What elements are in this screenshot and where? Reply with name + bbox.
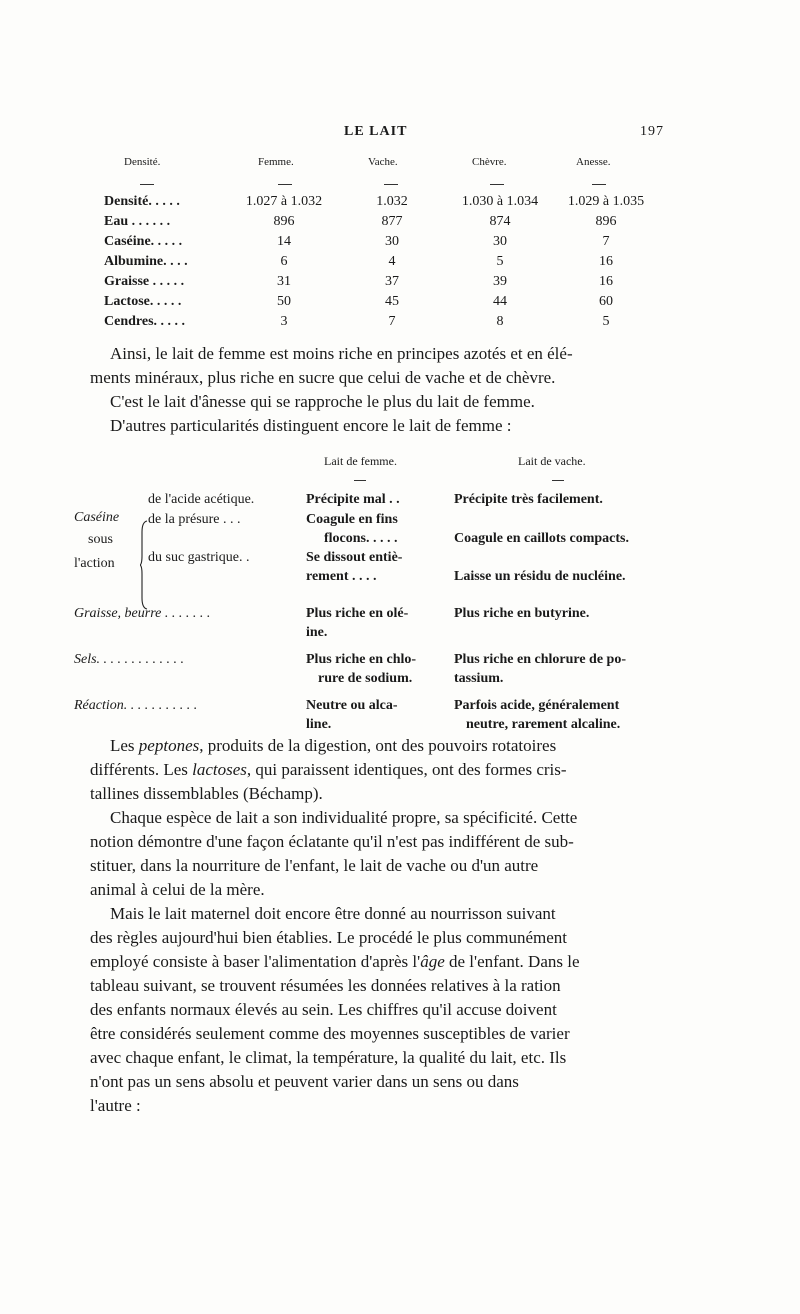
- paragraph-specificite: [90, 806, 670, 902]
- value-vache: 7: [388, 314, 396, 329]
- brace-icon: [140, 520, 148, 610]
- value-vache: 37: [385, 274, 399, 289]
- composition-row: [100, 294, 660, 314]
- paragraph-line: tallines dissemblables (Béchamp).: [90, 784, 323, 803]
- comparison-header-femme: Lait de femme.: [324, 454, 397, 468]
- femme-cell: rure de sodium.: [318, 671, 413, 686]
- paragraph-line: D'autres particularités distinguent encore le lait de femme :: [110, 416, 512, 435]
- header-rule: [278, 184, 292, 185]
- paragraph-line: [90, 950, 670, 974]
- femme-cell: Précipite mal . .: [306, 492, 400, 507]
- femme-cell: ine.: [306, 625, 328, 640]
- paragraph-line: des règles aujourd'hui bien établies. Le procédé le plus communément: [90, 928, 568, 947]
- composition-header-anesse: Anesse.: [576, 156, 611, 168]
- composition-row-label: Graisse . . . . .: [104, 274, 185, 289]
- vache-cell: Plus riche en chlorure de po-: [454, 652, 627, 667]
- femme-cell: Neutre ou alca-: [306, 698, 398, 713]
- composition-header-vache: Vache.: [368, 156, 398, 168]
- composition-row-label: Caséine. . . . .: [104, 234, 183, 249]
- header-rule: [490, 184, 504, 185]
- comparison-row-graisse: [74, 604, 680, 650]
- paragraph-peptones: [90, 734, 670, 806]
- paragraph-allaitement: [90, 902, 670, 1118]
- comparison-row-sels: [74, 650, 680, 696]
- value-chevre: 874: [489, 214, 511, 229]
- paragraph-line: des enfants normaux élevés au sein. Les chiffres qu'il accuse doivent: [90, 1000, 557, 1019]
- composition-row-label: Densité. . . . .: [104, 194, 180, 209]
- comparison-header-rules: [74, 472, 680, 490]
- text-run: Les: [110, 736, 139, 755]
- paragraph-line: C'est le lait d'ânesse qui se rapproche le plus du lait de femme.: [110, 392, 535, 411]
- paragraph-line: avec chaque enfant, le climat, la température, la qualité du lait, etc. Ils: [90, 1048, 567, 1067]
- vache-cell: Précipite très facilement.: [454, 492, 603, 507]
- paragraph-line: [90, 734, 670, 758]
- caseine-label: Caséine: [74, 510, 120, 525]
- comparison-row-label: Réaction. . . . . . . . . . .: [74, 698, 198, 713]
- femme-cell: line.: [306, 717, 332, 732]
- running-title: LE LAIT: [344, 124, 408, 139]
- value-chevre: 1.030 à 1.034: [461, 194, 539, 209]
- value-anesse: 1.029 à 1.035: [567, 194, 645, 209]
- composition-row: [100, 274, 660, 294]
- composition-header-densite: Densité.: [124, 156, 161, 168]
- page-number: 197: [640, 124, 664, 139]
- paragraph-line: Ainsi, le lait de femme est moins riche en principes azotés et en élé-: [110, 344, 573, 363]
- paragraph-line: l'autre :: [90, 1096, 141, 1115]
- value-vache: 30: [385, 234, 399, 249]
- comparison-row-label: Sels. . . . . . . . . . . . .: [74, 652, 185, 667]
- value-femme: 3: [280, 314, 288, 329]
- vache-cell: neutre, rarement alcaline.: [466, 717, 621, 732]
- femme-cell: rement . . . .: [306, 569, 377, 584]
- composition-header-femme: Femme.: [258, 156, 294, 168]
- composition-row: [100, 194, 660, 214]
- vache-cell: Laisse un résidu de nucléine.: [454, 569, 626, 584]
- value-anesse: 7: [602, 234, 610, 249]
- value-femme: 14: [277, 234, 291, 249]
- paragraph-line: être considérés seulement comme des moyennes susceptibles de varier: [90, 1024, 570, 1043]
- comparison-header-row: [74, 452, 680, 472]
- text-run: différents. Les: [90, 760, 193, 779]
- running-head: [0, 124, 800, 144]
- vache-cell: tassium.: [454, 671, 504, 686]
- paragraph-comparison-summary: [90, 342, 670, 438]
- caseine-label: sous: [88, 532, 113, 547]
- text-run: , produits de la digestion, ont des pouvoirs rotatoires: [199, 736, 557, 755]
- emphasis-lactoses: lactoses: [192, 760, 247, 779]
- paragraph-line: [90, 758, 670, 782]
- header-rule: [384, 184, 398, 185]
- value-femme: 31: [277, 274, 291, 289]
- header-rule: [552, 480, 564, 481]
- milk-comparison-table: [74, 452, 680, 742]
- value-femme: 1.027 à 1.032: [245, 194, 323, 209]
- value-chevre: 30: [493, 234, 507, 249]
- paragraph-line: tableau suivant, se trouvent résumées les données relatives à la ration: [90, 976, 561, 995]
- paragraph-line: notion démontre d'une façon éclatante qu'il n'est pas indifférent de sub-: [90, 832, 574, 851]
- value-anesse: 16: [599, 274, 613, 289]
- comparison-header-vache: Lait de vache.: [518, 454, 586, 468]
- paragraph-line: n'ont pas un sens absolu et peuvent varier dans un sens ou dans: [90, 1072, 519, 1091]
- value-chevre: 8: [496, 314, 504, 329]
- value-anesse: 5: [602, 314, 610, 329]
- paragraph-line: ments minéraux, plus riche en sucre que celui de vache et de chèvre.: [90, 368, 556, 387]
- composition-row-label: Cendres. . . . .: [104, 314, 186, 329]
- value-anesse: 896: [595, 214, 617, 229]
- paragraph-line: animal à celui de la mère.: [90, 880, 265, 899]
- caseine-agent: de la présure . . .: [148, 512, 241, 527]
- vache-cell: Parfois acide, généralement: [454, 698, 620, 713]
- value-vache: 4: [388, 254, 396, 269]
- femme-cell: Plus riche en olé-: [306, 606, 409, 621]
- composition-row-label: Albumine. . . .: [104, 254, 188, 269]
- vache-cell: Coagule en caillots compacts.: [454, 531, 629, 546]
- value-chevre: 5: [496, 254, 504, 269]
- composition-row: [100, 214, 660, 234]
- comparison-row-label: Graisse, beurre . . . . . . .: [74, 606, 211, 621]
- value-vache: 45: [385, 294, 399, 309]
- header-rule: [354, 480, 366, 481]
- paragraph-line: Mais le lait maternel doit encore être donné au nourrisson suivant: [110, 904, 556, 923]
- value-anesse: 60: [599, 294, 613, 309]
- milk-composition-table: [100, 156, 660, 334]
- composition-header-row: [100, 156, 660, 178]
- text-run: de l'enfant. Dans le: [444, 952, 580, 971]
- femme-cell: flocons. . . . .: [324, 531, 398, 546]
- text-run: employé consiste à baser l'alimentation d'après l': [90, 952, 421, 971]
- femme-cell: Coagule en fins: [306, 512, 398, 527]
- value-femme: 50: [277, 294, 291, 309]
- composition-row: [100, 314, 660, 334]
- value-chevre: 44: [493, 294, 507, 309]
- paragraph-line: Chaque espèce de lait a son individualité propre, sa spécificité. Cette: [110, 808, 578, 827]
- femme-cell: Plus riche en chlo-: [306, 652, 417, 667]
- composition-row-label: Lactose. . . . .: [104, 294, 182, 309]
- value-femme: 896: [273, 214, 295, 229]
- value-femme: 6: [280, 254, 288, 269]
- composition-row-label: Eau . . . . . .: [104, 214, 171, 229]
- caseine-label: l'action: [74, 556, 115, 571]
- composition-row: [100, 254, 660, 274]
- value-vache: 1.032: [376, 194, 408, 209]
- composition-header-rules: [100, 178, 660, 194]
- header-rule: [592, 184, 606, 185]
- caseine-block: [74, 490, 680, 604]
- value-chevre: 39: [493, 274, 507, 289]
- paragraph-line: stituer, dans la nourriture de l'enfant, le lait de vache ou d'un autre: [90, 856, 539, 875]
- composition-row: [100, 234, 660, 254]
- emphasis-age: âge: [420, 952, 445, 971]
- caseine-agent: de l'acide acétique.: [148, 492, 255, 507]
- vache-cell: Plus riche en butyrine.: [454, 606, 590, 621]
- femme-cell: Se dissout entiè-: [306, 550, 403, 565]
- text-run: , qui paraissent identiques, ont des formes cris-: [246, 760, 567, 779]
- emphasis-peptones: peptones: [138, 736, 200, 755]
- caseine-agent: du suc gastrique. .: [148, 550, 250, 565]
- value-anesse: 16: [599, 254, 613, 269]
- header-rule: [140, 184, 154, 185]
- composition-header-chevre: Chèvre.: [472, 156, 507, 168]
- value-vache: 877: [381, 214, 403, 229]
